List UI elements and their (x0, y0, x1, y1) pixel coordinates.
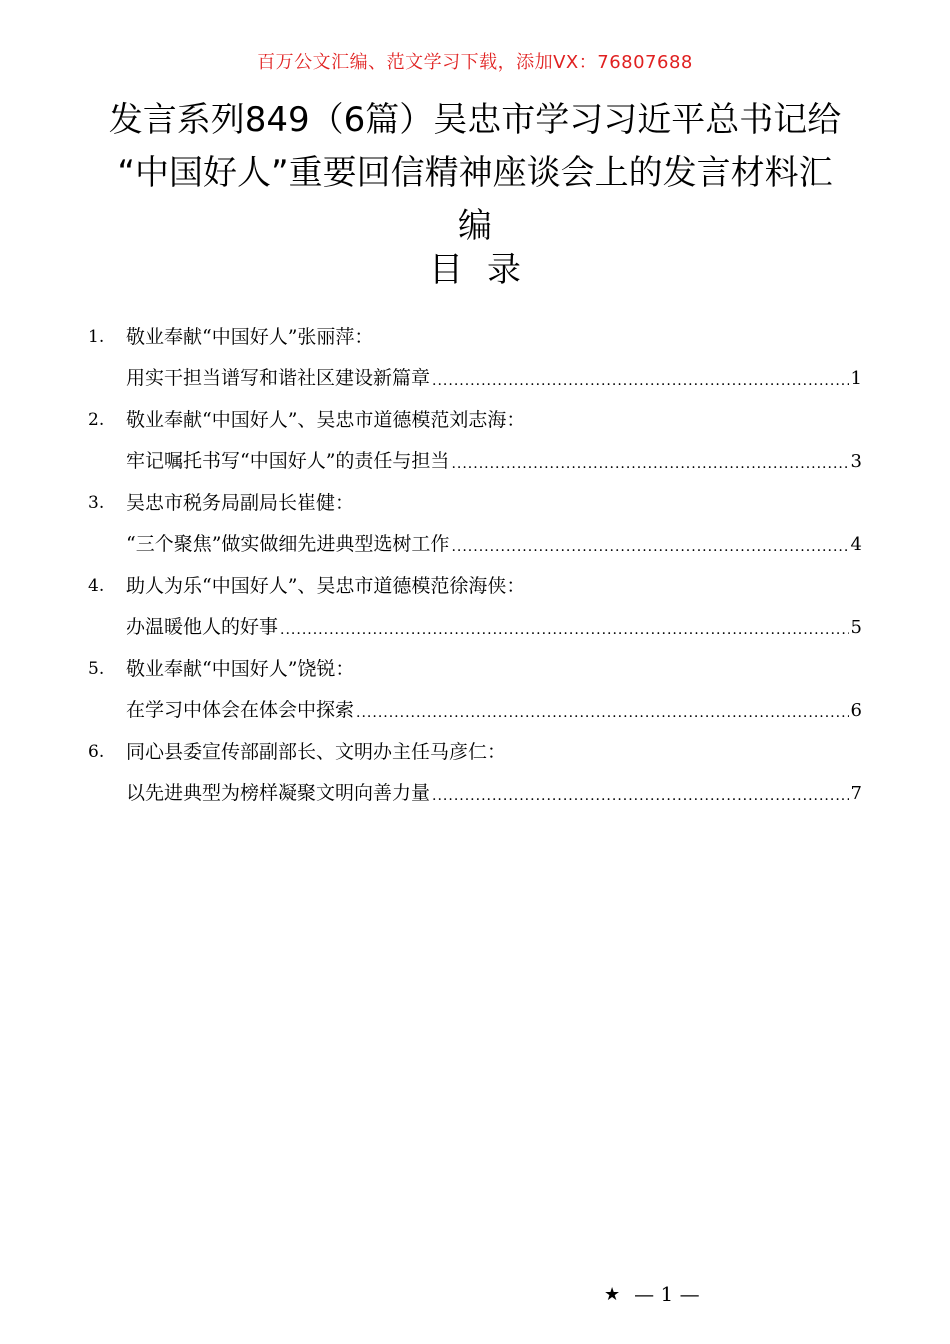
toc-entry-page[interactable]: 5 (850, 617, 862, 638)
toc-entry (88, 399, 862, 482)
document-title (80, 94, 870, 253)
document-title-line-2: “中国好人”重要回信精神座谈会上的发言材料汇 (117, 153, 833, 193)
toc-entry-title[interactable]: 用实干担当谱写和谐社区建设新篇章 (126, 367, 431, 389)
header-banner: 百万公文汇编、范文学习下载，添加VX：76807688 (257, 52, 693, 73)
toc-entry-number: 1. (88, 327, 105, 347)
toc-dot-leader (280, 610, 849, 651)
document-title-line-1: 发言系列849（6篇）吴忠市学习习近平总书记给 (108, 100, 842, 140)
toc-entry-number: 4. (88, 576, 105, 596)
toc-entry-speaker: 吴忠市税务局副局长崔健： (126, 492, 355, 514)
toc-entry-title[interactable]: 以先进典型为榜样凝聚文明向善力量 (126, 782, 431, 804)
toc-entry-number: 5. (88, 659, 105, 679)
toc-entry-number: 6. (88, 742, 105, 762)
page-footer (604, 1282, 700, 1306)
toc-entry-speaker: 同心县委宣传部副部长、文明办主任马彦仁： (126, 741, 507, 763)
document-title-line-3: 编 (458, 206, 492, 246)
toc-entry-number: 2. (88, 410, 105, 430)
toc-entry-title[interactable]: 在学习中体会在体会中探索 (126, 699, 355, 721)
toc-dot-leader (451, 444, 848, 485)
toc-entry-speaker: 助人为乐“中国好人”、吴忠市道德模范徐海侠： (126, 575, 526, 597)
toc-entry (88, 482, 862, 565)
toc-entry-page[interactable]: 3 (850, 451, 862, 472)
toc-entry (88, 565, 862, 648)
toc-dot-leader (432, 361, 849, 402)
toc-entry (88, 648, 862, 731)
toc-entry-speaker: 敬业奉献“中国好人”饶锐： (126, 658, 355, 680)
toc-heading: 目录 (429, 250, 545, 290)
toc-entry-number: 3. (88, 493, 105, 513)
toc-dot-leader (432, 776, 849, 817)
toc-entry-page[interactable]: 4 (850, 534, 862, 555)
toc-entry-title[interactable]: 办温暖他人的好事 (126, 616, 279, 638)
toc-entry-speaker: 敬业奉献“中国好人”、吴忠市道德模范刘志海： (126, 409, 526, 431)
toc-entry-title[interactable]: 牢记嘱托书写“中国好人”的责任与担当 (126, 450, 450, 472)
toc-dot-leader (451, 527, 848, 568)
table-of-contents (88, 316, 862, 814)
toc-entry-title[interactable]: “三个聚焦”做实做细先进典型选树工作 (126, 533, 450, 555)
toc-entry (88, 731, 862, 814)
toc-dot-leader (356, 693, 849, 734)
toc-entry-page[interactable]: 1 (850, 368, 862, 389)
page-number: — 1 — (634, 1282, 700, 1306)
star-icon: ★ (604, 1283, 621, 1305)
toc-entry-speaker: 敬业奉献“中国好人”张丽萍： (126, 326, 374, 348)
toc-entry-page[interactable]: 6 (850, 700, 862, 721)
toc-entry (88, 316, 862, 399)
toc-entry-page[interactable]: 7 (850, 783, 862, 804)
